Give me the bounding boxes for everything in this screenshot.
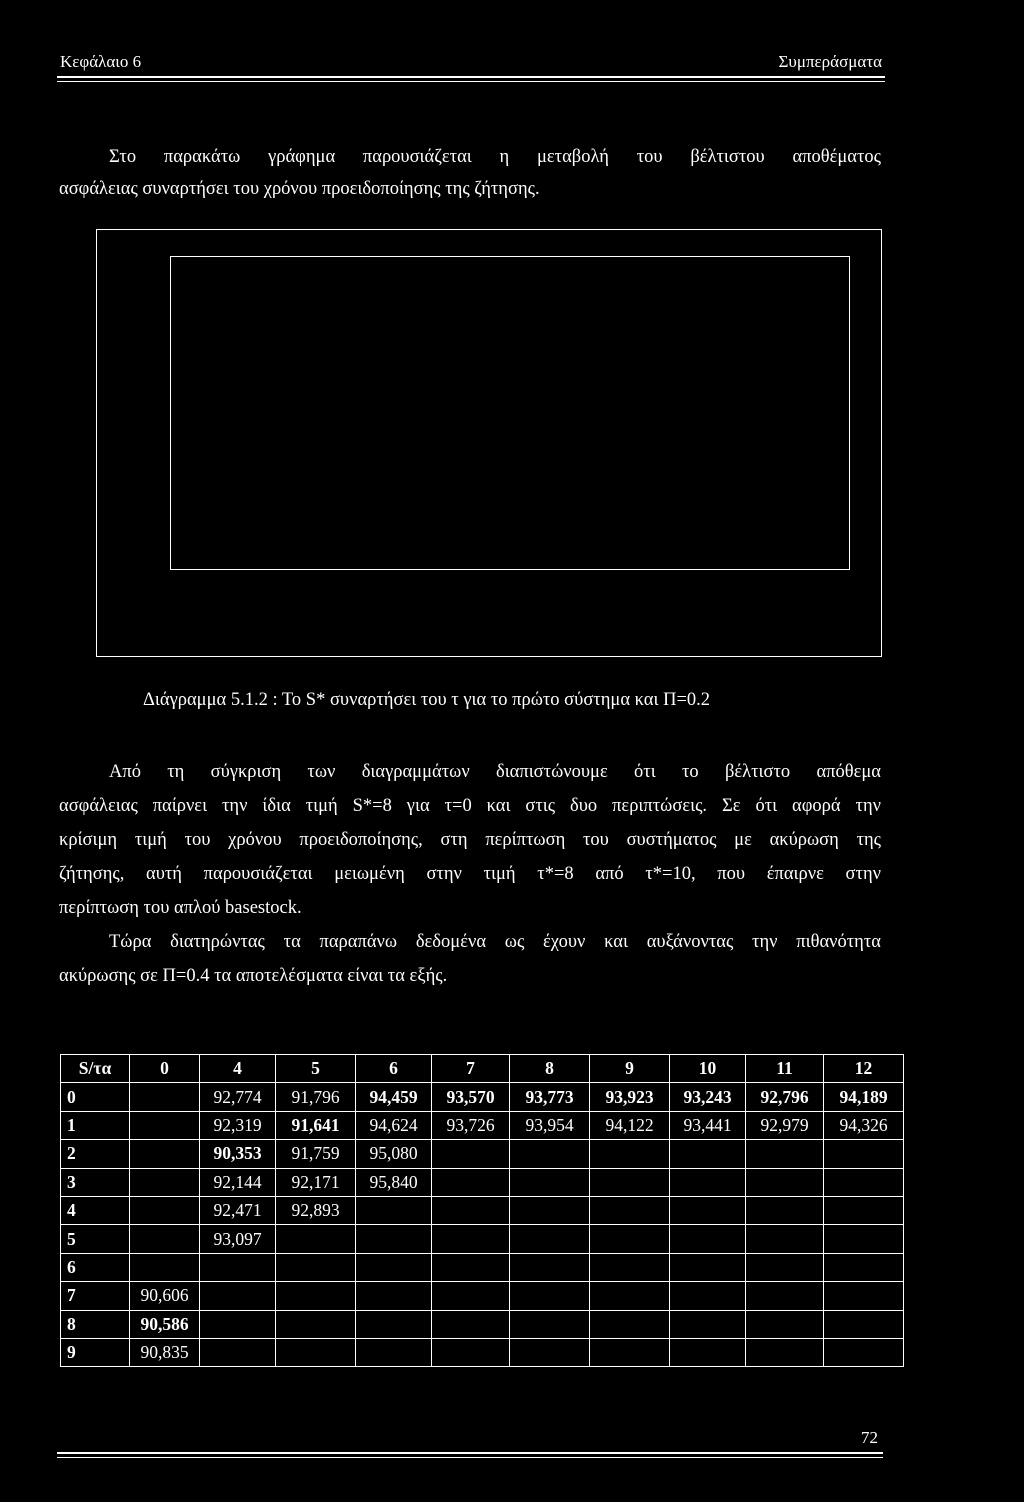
table-cell: 93,243	[670, 1083, 746, 1111]
table-cell	[510, 1338, 590, 1366]
p1-line-5: περίπτωση του απλού basestock.	[59, 898, 302, 918]
table-cell	[590, 1338, 670, 1366]
table-cell	[432, 1225, 510, 1253]
table-cell	[590, 1225, 670, 1253]
table-cell	[276, 1282, 356, 1310]
table-cell: 90,586	[130, 1310, 200, 1338]
table-cell	[356, 1310, 432, 1338]
table-cell	[510, 1196, 590, 1224]
table-cell: 92,893	[276, 1196, 356, 1224]
table-cell	[746, 1196, 824, 1224]
table-cell: 92,471	[200, 1196, 276, 1224]
table-cell: 92,979	[746, 1111, 824, 1139]
table-header-cell: 0	[130, 1055, 200, 1083]
table-header-cell: S/τα	[61, 1055, 130, 1083]
table-cell: 90,606	[130, 1282, 200, 1310]
table-cell	[824, 1338, 904, 1366]
table-cell	[746, 1140, 824, 1168]
table-header-cell: 10	[670, 1055, 746, 1083]
table-cell	[200, 1310, 276, 1338]
table-cell: 91,641	[276, 1111, 356, 1139]
table-cell	[432, 1140, 510, 1168]
table-row-header: 0	[61, 1083, 130, 1111]
table-cell: 91,796	[276, 1083, 356, 1111]
table-header-cell: 8	[510, 1055, 590, 1083]
table-row	[61, 1140, 904, 1168]
table-cell	[746, 1282, 824, 1310]
table-cell: 94,122	[590, 1111, 670, 1139]
table-row	[61, 1225, 904, 1253]
table-cell	[432, 1282, 510, 1310]
comparison-paragraph	[59, 755, 881, 993]
table-header-cell: 4	[200, 1055, 276, 1083]
table-row-header: 6	[61, 1253, 130, 1281]
table-cell: 94,624	[356, 1111, 432, 1139]
table-cell	[746, 1253, 824, 1281]
table-cell	[356, 1253, 432, 1281]
table-cell	[824, 1253, 904, 1281]
table-cell	[824, 1282, 904, 1310]
section-header: Συμπεράσματα	[778, 52, 882, 71]
table-row	[61, 1338, 904, 1366]
table-cell	[130, 1168, 200, 1196]
table-cell: 90,835	[130, 1338, 200, 1366]
table-row-header: 7	[61, 1282, 130, 1310]
header-rule	[57, 76, 885, 78]
chapter-header: Κεφάλαιο 6	[60, 52, 142, 71]
table-cell: 93,097	[200, 1225, 276, 1253]
table-cell	[510, 1253, 590, 1281]
table-cell	[510, 1310, 590, 1338]
table-cell: 95,080	[356, 1140, 432, 1168]
table-cell	[824, 1168, 904, 1196]
table-row-header: 2	[61, 1140, 130, 1168]
table-header-cell: 6	[356, 1055, 432, 1083]
table-cell	[670, 1225, 746, 1253]
table-row	[61, 1111, 904, 1139]
table-cell	[746, 1338, 824, 1366]
table-cell	[130, 1140, 200, 1168]
table-cell	[590, 1140, 670, 1168]
table-cell: 93,726	[432, 1111, 510, 1139]
table-header-cell: 12	[824, 1055, 904, 1083]
table-cell	[824, 1310, 904, 1338]
table-cell	[200, 1253, 276, 1281]
table-cell: 92,796	[746, 1083, 824, 1111]
table-cell	[356, 1225, 432, 1253]
p1-line-1: Από τη σύγκριση των διαγραμμάτων διαπιστώνουμε ότι το βέλτιστο απόθεμα	[109, 762, 881, 782]
table-row	[61, 1253, 904, 1281]
diagram-caption: Διάγραμμα 5.1.2 : Το S* συναρτήσει του τ για το πρώτο σύστημα και Π=0.2	[143, 690, 711, 710]
table-row-header: 1	[61, 1111, 130, 1139]
table-cell: 94,459	[356, 1083, 432, 1111]
diagram-plot-area	[170, 256, 850, 570]
page-number: 72	[861, 1428, 878, 1447]
table-cell	[130, 1111, 200, 1139]
table-cell: 93,570	[432, 1083, 510, 1111]
table-cell: 91,759	[276, 1140, 356, 1168]
p1-line-2: ασφάλειας παίρνει την ίδια τιμή S*=8 για τ=0 και στις δυο περιπτώσεις. Σε ότι αφορά την	[59, 796, 881, 816]
table-header-cell: 5	[276, 1055, 356, 1083]
table-cell: 93,954	[510, 1111, 590, 1139]
table-cell	[590, 1310, 670, 1338]
table-cell	[670, 1253, 746, 1281]
table-cell	[670, 1140, 746, 1168]
footer-rule	[57, 1452, 883, 1454]
table-cell	[432, 1310, 510, 1338]
table-cell	[746, 1168, 824, 1196]
table-cell	[130, 1196, 200, 1224]
results-table-body	[61, 1055, 904, 1367]
table-cell: 92,319	[200, 1111, 276, 1139]
table-row	[61, 1196, 904, 1224]
table-cell	[200, 1338, 276, 1366]
table-cell	[130, 1083, 200, 1111]
table-cell	[356, 1282, 432, 1310]
table-cell	[510, 1168, 590, 1196]
table-row	[61, 1310, 904, 1338]
results-table	[60, 1054, 904, 1367]
table-cell: 93,441	[670, 1111, 746, 1139]
table-cell	[824, 1140, 904, 1168]
table-cell	[746, 1310, 824, 1338]
table-cell	[276, 1225, 356, 1253]
table-header-row	[61, 1055, 904, 1083]
table-cell	[432, 1338, 510, 1366]
table-cell	[356, 1338, 432, 1366]
table-cell	[432, 1168, 510, 1196]
table-cell	[276, 1253, 356, 1281]
table-cell	[510, 1282, 590, 1310]
table-cell	[510, 1225, 590, 1253]
table-cell	[130, 1253, 200, 1281]
table-cell: 94,189	[824, 1083, 904, 1111]
p1-line-4: ζήτησης, αυτή παρουσιάζεται μειωμένη στην τιμή τ*=8 από τ*=10, που έπαιρνε στην	[59, 864, 881, 884]
table-cell	[356, 1196, 432, 1224]
footer-rule-thin	[57, 1457, 883, 1458]
table-cell: 92,774	[200, 1083, 276, 1111]
table-row-header: 5	[61, 1225, 130, 1253]
p2-line-2: ακύρωσης σε Π=0.4 τα αποτελέσματα είναι τα εξής.	[59, 966, 448, 986]
table-cell: 92,171	[276, 1168, 356, 1196]
table-cell	[670, 1282, 746, 1310]
table-cell	[670, 1338, 746, 1366]
table-cell: 92,144	[200, 1168, 276, 1196]
intro-line-2: ασφάλειας συναρτήσει του χρόνου προειδοποίησης της ζήτησης.	[59, 179, 540, 199]
table-row	[61, 1282, 904, 1310]
table-row-header: 4	[61, 1196, 130, 1224]
table-row-header: 3	[61, 1168, 130, 1196]
table-cell: 94,326	[824, 1111, 904, 1139]
table-row	[61, 1083, 904, 1111]
table-cell	[824, 1196, 904, 1224]
table-cell	[670, 1168, 746, 1196]
table-cell: 93,923	[590, 1083, 670, 1111]
table-row	[61, 1168, 904, 1196]
table-cell: 93,773	[510, 1083, 590, 1111]
table-cell	[130, 1225, 200, 1253]
table-cell	[824, 1225, 904, 1253]
table-cell	[746, 1225, 824, 1253]
table-header-cell: 9	[590, 1055, 670, 1083]
table-cell	[432, 1253, 510, 1281]
table-cell	[590, 1196, 670, 1224]
table-cell	[590, 1168, 670, 1196]
table-cell: 90,353	[200, 1140, 276, 1168]
table-row-header: 9	[61, 1338, 130, 1366]
p2-line-1: Τώρα διατηρώντας τα παραπάνω δεδομένα ως έχουν και αυξάνοντας την πιθανότητα	[109, 932, 881, 952]
table-cell	[432, 1196, 510, 1224]
table-cell	[200, 1282, 276, 1310]
p1-line-3: κρίσιμη τιμή του χρόνου προειδοποίησης, στη περίπτωση του συστήματος με ακύρωση της	[59, 830, 881, 850]
intro-paragraph	[59, 144, 881, 202]
table-cell	[670, 1196, 746, 1224]
table-cell	[276, 1310, 356, 1338]
table-header-cell: 11	[746, 1055, 824, 1083]
table-row-header: 8	[61, 1310, 130, 1338]
table-cell	[670, 1310, 746, 1338]
table-cell	[590, 1253, 670, 1281]
table-cell	[590, 1282, 670, 1310]
table-cell	[510, 1140, 590, 1168]
intro-line-1: Στο παρακάτω γράφημα παρουσιάζεται η μεταβολή του βέλτιστου αποθέματος	[109, 147, 881, 167]
table-cell	[276, 1338, 356, 1366]
table-cell: 95,840	[356, 1168, 432, 1196]
header-rule-thin	[57, 81, 885, 82]
table-header-cell: 7	[432, 1055, 510, 1083]
